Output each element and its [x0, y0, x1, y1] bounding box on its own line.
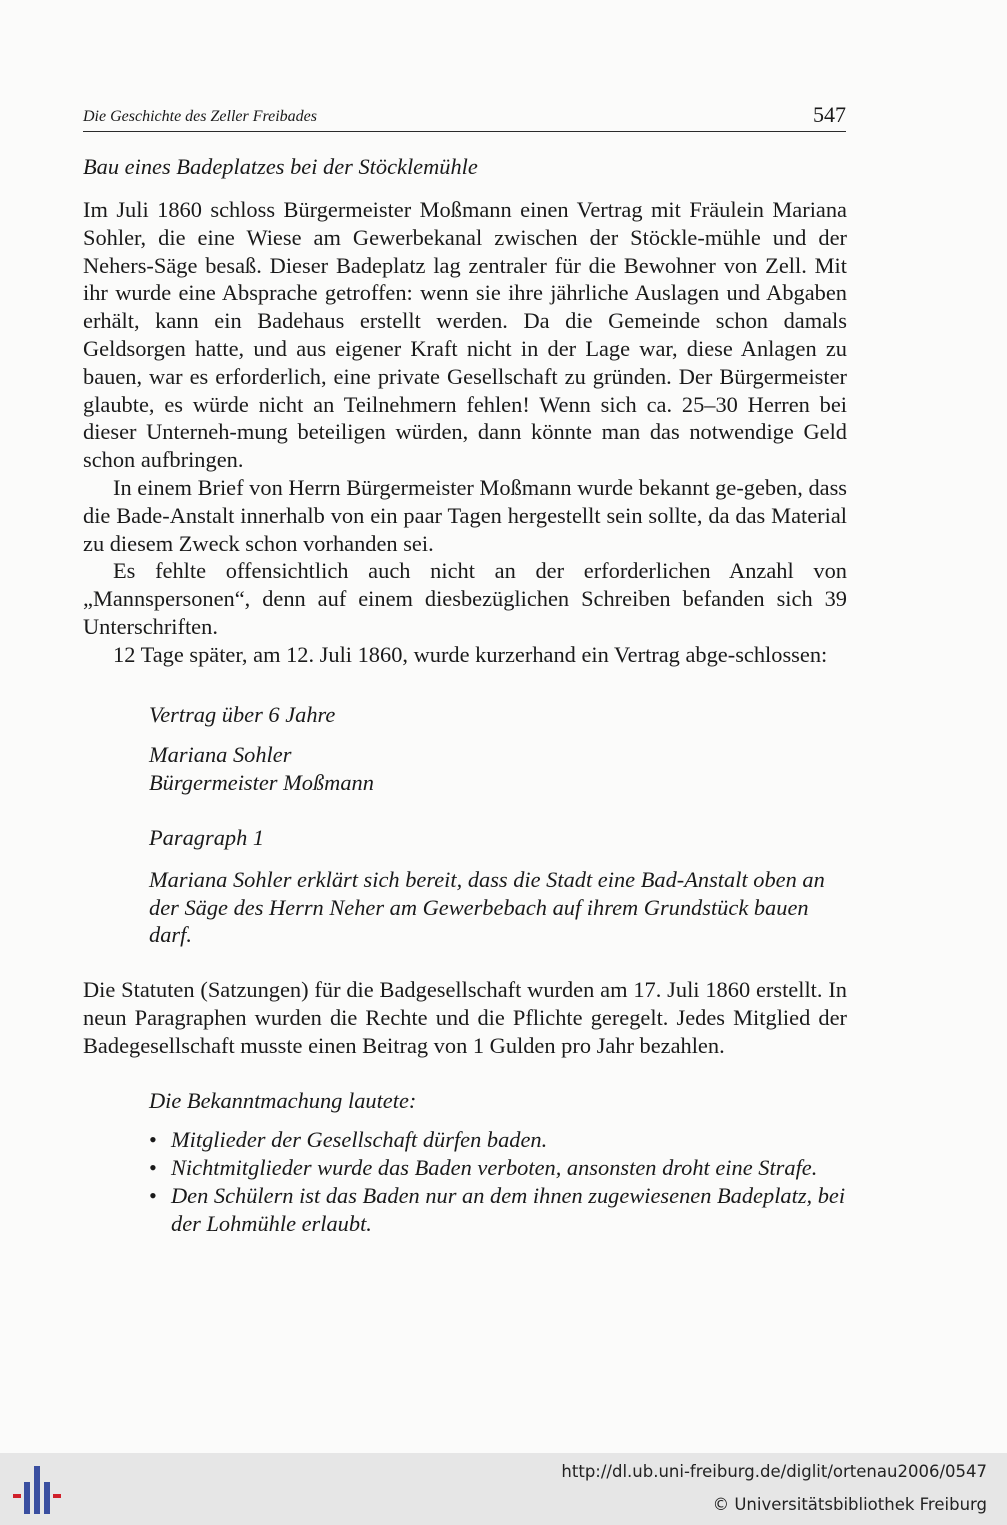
announcement-intro: Die Bekanntmachung lautete: [149, 1087, 417, 1113]
list-item-text: Nichtmitglieder wurde das Baden verboten, ansonsten droht eine Strafe. [171, 1155, 818, 1181]
bullet-icon: • [149, 1155, 157, 1181]
contract-party: Bürgermeister Moßmann [149, 770, 374, 796]
logo-bar [13, 1494, 21, 1498]
contract-title: Vertrag über 6 Jahre [149, 701, 336, 727]
list-item-text: Den Schülern ist das Baden nur an dem ihnen zugewiesenen Badeplatz, bei der Lohmühle erlaubt. [171, 1182, 846, 1236]
logo-bar [53, 1494, 61, 1498]
statutes-paragraph: Die Statuten (Satzungen) für die Badgesellschaft wurden am 17. Juli 1860 erstellt. In neun Paragraphen wurden die Rechte und die Pflichte geregelt. Jedes Mitglied der Badegesellschaft musste einen Beitrag von 1 Gulden pro Jahr bezahlen. [83, 977, 847, 1058]
footer-bar [0, 1453, 1007, 1525]
logo-bar [24, 1482, 30, 1514]
contract-quote [149, 701, 847, 950]
announcement-list [149, 1126, 847, 1237]
contract-paragraph-heading: Paragraph 1 [149, 824, 265, 850]
body-paragraph: Es fehlte offensichtlich auch nicht an der erforderlichen Anzahl von „Mannspersonen“, denn auf einem diesbezüglichen Schreiben befanden sich 39 Unterschriften. [83, 558, 847, 639]
bullet-icon: • [149, 1127, 157, 1153]
body-paragraph: 12 Tage später, am 12. Juli 1860, wurde kurzerhand ein Vertrag abge-schlossen: [113, 641, 828, 667]
list-item-text: Mitglieder der Gesellschaft dürfen baden. [171, 1127, 548, 1153]
page-body [83, 152, 847, 1238]
section-heading: Bau eines Badeplatzes bei der Stöcklemühle [83, 154, 478, 179]
running-head [83, 100, 846, 132]
bullet-icon: • [149, 1182, 157, 1208]
contract-party: Mariana Sohler [149, 742, 292, 768]
list-item [149, 1182, 847, 1238]
body-paragraph: In einem Brief von Herrn Bürgermeister Moßmann wurde bekannt ge-geben, dass die Bade-Anstalt innerhalb von ein paar Tagen hergestellt sein sollte, da das Material zu diesem Zweck schon vorhanden sei. [83, 474, 847, 556]
body-paragraph: Im Juli 1860 schloss Bürgermeister Moßmann einen Vertrag mit Fräulein Mariana Sohler, die eine Wiese am Gewerbekanal zwischen der Stöckle-mühle und der Nehers-Säge besaß. Dieser Badeplatz lag zentraler für die Bewohner von Zell. Mit ihr wurde eine Absprache getroffen: wenn sie ihre jährliche Auslagen und Abgaben erhält, kann ein Badehaus erstellt werden. Da die Gemeinde schon damals Geldsorgen hatte, und aus eigener Kraft nicht in der Lage war, diese Anlagen zu bauen, war es erforderlich, eine private Gesellschaft zu gründen. Der Bürgermeister glaubte, es würde nicht an Teilnehmern fehlen! Wenn sich ca. 25–30 Herren bei dieser Unterneh-mung beteiligen würden, dann könnte man das notwendige Geld schon aufbringen. [83, 197, 847, 473]
footer-url-link[interactable]: http://dl.ub.uni-freiburg.de/diglit/ortenau2006/0547 [561, 1462, 987, 1481]
logo-bar [44, 1482, 50, 1514]
footer-copyright: © Universitätsbibliothek Freiburg [712, 1495, 987, 1514]
contract-paragraph-text: Mariana Sohler erklärt sich bereit, dass die Stadt eine Bad-Anstalt oben an der Säge des Herrn Neher am Gewerbebach auf ihrem Grundstück bauen darf. [149, 866, 825, 948]
running-title: Die Geschichte des Zeller Freibades [83, 108, 318, 125]
ub-freiburg-logo-icon[interactable] [12, 1464, 64, 1516]
logo-bar [34, 1466, 40, 1514]
list-item [149, 1154, 847, 1182]
page-number: 547 [813, 102, 846, 127]
list-item [149, 1126, 847, 1154]
